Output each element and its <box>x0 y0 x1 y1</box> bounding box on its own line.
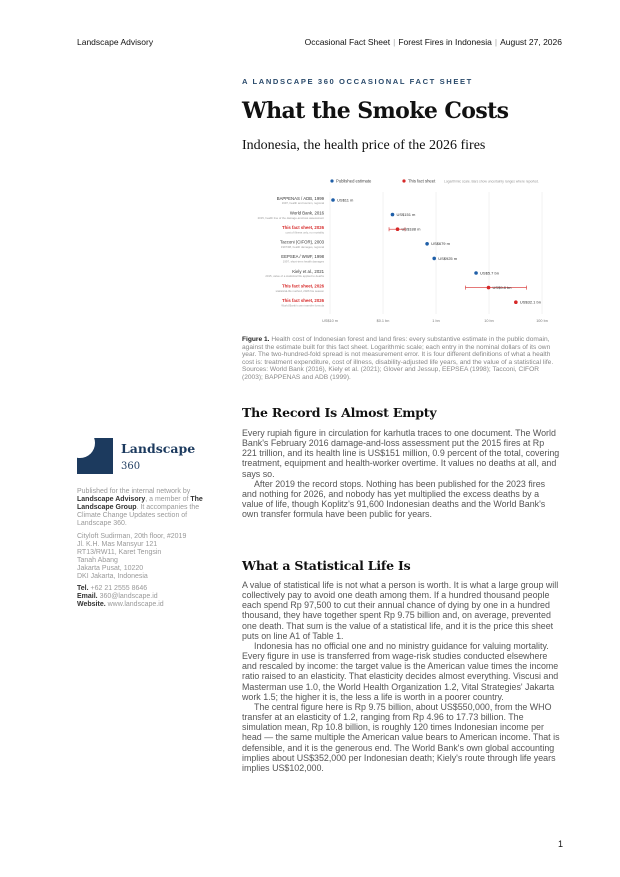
x-tick-label: 100 bn <box>536 319 548 323</box>
row-label: Tacconi (CIFOR), 2003 <box>280 239 324 245</box>
publisher-name: Landscape Advisory <box>77 496 146 503</box>
legend-label-published: Published estimate <box>336 178 372 184</box>
row-sublabel: cost of illness only, no mortality <box>285 230 324 235</box>
email-link[interactable]: 360@landscape.id <box>99 593 158 600</box>
row-label: This fact sheet, 2026 <box>281 225 324 230</box>
row-label: This fact sheet, 2026 <box>281 298 324 303</box>
data-label: US$5.7 bn <box>480 270 499 276</box>
website-label: Website. <box>77 601 106 608</box>
data-label: US$11 m <box>337 197 354 203</box>
section-body <box>242 580 560 773</box>
data-point <box>432 257 436 261</box>
x-tick-label: 1 bn <box>432 319 440 323</box>
page-subtitle: Indonesia, the health price of the 2026 fires <box>242 138 486 153</box>
data-label: US$925 m <box>438 255 458 261</box>
header-topic: Forest Fires in Indonesia <box>398 37 492 47</box>
address-line: RT13/RW11, Karet Tengsin <box>77 549 162 556</box>
paragraph: Indonesia has no official one and no ministry guidance for valuing mortality. Every figure in use is transferred from wage-risk studies conducted elsewhere and rescaled by income: the target value is the American value times the income ratio raised to an elasticity. That elasticity decides almost everything. Viscusi and Masterman use 1.0, the World Health Organization 1.2, Vital Strategies' Jakarta work 1.5; the higher it is, the less a life is worth in a poorer country. <box>242 640 559 702</box>
data-point <box>474 271 478 275</box>
header-date: August 27, 2026 <box>500 37 562 47</box>
brand-name: Landscape <box>121 441 196 456</box>
row-sublabel: 1997, short-term health damages <box>282 259 324 264</box>
tel-value[interactable]: +62 21 2555 8646 <box>90 585 148 592</box>
row-sublabel: statistical-life method, 2026 fire season <box>275 288 324 293</box>
legend-note: Logarithmic scale. Bars show uncertainty ranges where reported. <box>444 179 539 184</box>
about-text: Published for the internal network by Landscape Advisory, a member of The Landscape Group. It accompanies the Climate Change Updates section of Landscape 360. <box>77 488 203 527</box>
paragraph: A value of statistical life is not what a person is worth. It is what a large group will collectively pay to avoid one death among them. If a hundred thousand people each spend Rp 97,500 to cut their annual chance of dying by one in a hundred thousand, they have together spent Rp 9.75 billion and, on average, prevented one death. That sum is the value of a statistical life, and it is the price this sheet puts on line A1 of Table 1. <box>242 580 559 641</box>
kicker: A LANDSCAPE 360 OCCASIONAL FACT SHEET <box>242 77 473 86</box>
landscape-logo <box>77 438 113 474</box>
address-block <box>77 533 213 581</box>
data-label: US$679 m <box>431 241 450 247</box>
legend-marker-published <box>330 179 333 182</box>
running-header-meta <box>305 37 562 47</box>
paragraph: The central figure here is Rp 9.75 billion, about US$550,000, from the WHO transfer at an elasticity of 1.2, ranging from Rp 4.96 to 17.73 billion. The simulation mean, Rp 10.8 billion, is roughly 120 times Indonesian income per head — the same multiple the American value bears to American income. That is defensible, and it is the generous end. The World Bank's own global accounting implies about US$352,000 per Indonesian death; Kiely's route through life years implies US$102,000. <box>242 701 560 773</box>
figure-caption <box>242 336 560 382</box>
figure-label: Figure 1. <box>242 336 270 343</box>
page-number: 1 <box>557 839 563 849</box>
section-heading: The Record Is Almost Empty <box>242 405 437 420</box>
address-line: Cityloft Sudirman, 20th floor, #2019 <box>77 533 187 540</box>
paragraph: Every rupiah figure in circulation for karhutla traces to one document. The World Bank's February 2016 damage-and-loss assessment put the 2015 fires at Rp 221 trillion, and its health line is US$151 million, 0.9 percent of the total, covering treatment, equipment and health-worker overtime. It values no deaths at all, and says so. <box>242 428 560 479</box>
data-point <box>396 227 400 231</box>
figure-caption-text: Health cost of Indonesian forest and land fires: every substantive estimate in the public domain, against the estimate built for this fact sheet. Logarithmic scale; each entry in the nominal dollars of its own year. The two-hundred-fold spread is not measurement error. It is four different definitions of what a health cost is: treatment expenditure, cost of illness, disability-adjusted life years, and the value of a statistical life. Sources: World Bank (2016), Kiely et al. (2021); Glover and Jessup, EEPSEA (1998); Tacconi, CIFOR (2003); BAPPENAS and ADB (1999). <box>242 336 554 381</box>
paragraph: After 2019 the record stops. Nothing has been published for the 2023 fires and nothing for 2026, and nobody has yet multiplied the excess deaths by a value of life, though Koplitz's 91,600 Indonesian deaths and the World Bank's own transfer formula have been public for years. <box>242 478 546 520</box>
row-label: BAPPENAS / ADB, 1999 <box>276 195 324 201</box>
x-tick-label: US$10 m <box>322 319 338 323</box>
x-tick-label: $0.1 bn <box>376 319 390 323</box>
data-point <box>391 213 395 217</box>
header-separator: | <box>393 37 396 47</box>
row-label: World Bank, 2016 <box>289 210 324 216</box>
data-label: US$151 m <box>396 212 416 217</box>
header-separator: | <box>494 37 498 47</box>
contact-block <box>77 585 213 609</box>
email-label: Email. <box>77 593 98 600</box>
row-sublabel: 1997, health and tourism, regional <box>281 201 324 206</box>
address-line: Jl. K.H. Mas Mansyur 121 <box>77 541 158 548</box>
x-tick-label: 10 bn <box>484 319 494 323</box>
legend-marker-fact-sheet <box>402 179 405 182</box>
data-point <box>425 242 429 246</box>
header-series: Occasional Fact Sheet <box>304 37 391 47</box>
row-label: EEPSEA / WWF, 1998 <box>281 254 324 260</box>
address-line: Tanah Abang <box>77 557 118 564</box>
data-point <box>487 286 491 290</box>
address-line: Jakarta Pusat, 10220 <box>77 565 144 572</box>
row-sublabel: World Bank's own transfer formula <box>281 303 324 308</box>
row-sublabel: 2015, health line of the damage-and-loss assessment <box>257 215 324 220</box>
row-label: This fact sheet, 2026 <box>281 283 324 289</box>
address-line: DKI Jakarta, Indonesia <box>77 573 148 580</box>
row-sublabel: 1997/98, health damages, regional <box>280 245 324 249</box>
data-point <box>514 300 518 304</box>
figure-1-chart <box>254 172 552 332</box>
data-label: US$9.8 bn <box>492 285 512 290</box>
row-label: Kiely et al., 2021 <box>292 268 324 274</box>
data-point <box>331 198 335 202</box>
tel-label: Tel. <box>77 585 89 592</box>
group-name: The Landscape Group <box>77 496 203 511</box>
row-sublabel: 2015, value of a statistical life applied to deaths <box>265 274 324 279</box>
data-label: US$32.1 bn <box>519 299 541 305</box>
website-link[interactable]: www.landscape.id <box>107 601 164 608</box>
section-heading: What a Statistical Life Is <box>242 558 411 573</box>
legend-label-fact-sheet: This fact sheet <box>408 178 436 184</box>
running-header-org: Landscape Advisory <box>77 37 154 47</box>
brand-number: 360 <box>121 461 141 472</box>
section-body <box>242 428 560 519</box>
page-title: What the Smoke Costs <box>242 98 509 124</box>
data-label: US$188 m <box>401 226 421 232</box>
